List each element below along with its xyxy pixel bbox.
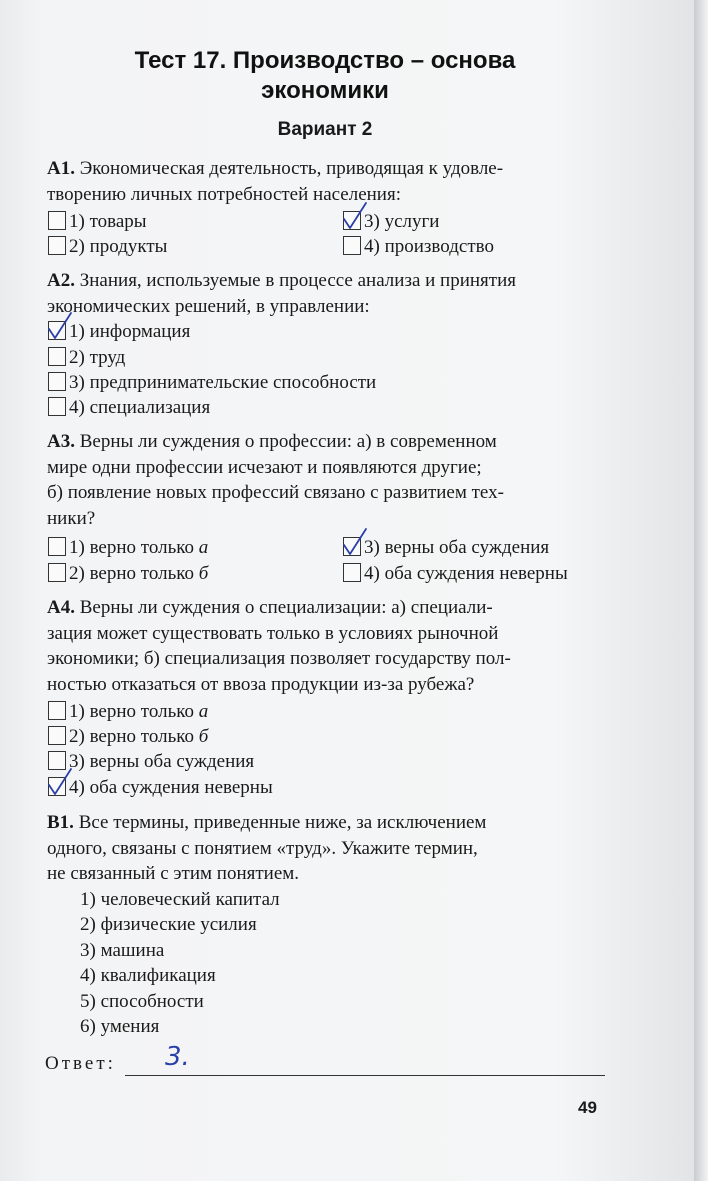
option-label: 3) услуги bbox=[364, 211, 440, 232]
term-item: 4) квалификация bbox=[80, 965, 216, 986]
checkbox[interactable] bbox=[48, 563, 66, 582]
checkbox[interactable] bbox=[48, 236, 66, 255]
page-number: 49 bbox=[578, 1098, 597, 1117]
option-label: 2) верно только bbox=[69, 563, 199, 584]
option-label: 4) производство bbox=[364, 236, 494, 257]
checkbox[interactable] bbox=[343, 211, 361, 230]
checkbox[interactable] bbox=[48, 777, 66, 796]
checkbox[interactable] bbox=[48, 701, 66, 720]
term-item: 3) машина bbox=[80, 940, 165, 961]
option-a2-3[interactable] bbox=[48, 371, 376, 395]
question-number: А1. bbox=[47, 158, 75, 179]
question-text: б) появление новых профессий связано с развитием тех- bbox=[47, 482, 504, 503]
check-mark-icon bbox=[342, 202, 368, 232]
question-a4 bbox=[47, 595, 609, 697]
option-a4-4[interactable] bbox=[48, 776, 273, 800]
question-number: А3. bbox=[47, 431, 75, 452]
term-item: 6) умения bbox=[80, 1016, 160, 1037]
question-text: одного, связаны с понятием «труд». Укажите термин, bbox=[47, 837, 478, 859]
question-text: Верны ли суждения о профессии: а) в современном bbox=[79, 431, 497, 452]
page-title bbox=[45, 46, 605, 106]
checkbox[interactable] bbox=[48, 347, 66, 366]
question-number: В1. bbox=[47, 812, 74, 833]
answer-label: Ответ: bbox=[45, 1053, 116, 1074]
term-item: 1) человеческий капитал bbox=[80, 889, 280, 910]
checkbox[interactable] bbox=[343, 537, 361, 556]
question-text: мире одни профессии исчезают и появляются другие; bbox=[47, 456, 482, 478]
option-letter: б bbox=[198, 563, 209, 584]
checkbox[interactable] bbox=[48, 321, 66, 340]
option-a2-2[interactable] bbox=[48, 346, 125, 370]
option-letter: а bbox=[198, 701, 209, 722]
question-a3 bbox=[47, 429, 609, 531]
option-label: 1) товары bbox=[69, 211, 147, 232]
option-label: 3) верны оба суждения bbox=[364, 537, 550, 558]
option-label: 4) оба суждения неверны bbox=[69, 777, 273, 798]
option-a2-1[interactable] bbox=[48, 320, 190, 344]
check-mark-icon bbox=[47, 312, 73, 342]
question-text: ностью отказаться от ввоза продукции из-за рубежа? bbox=[47, 673, 475, 695]
option-label: 2) верно только bbox=[69, 726, 199, 747]
question-text: Верны ли суждения о специализации: а) специали- bbox=[79, 597, 493, 618]
checkbox[interactable] bbox=[48, 372, 66, 391]
checkbox[interactable] bbox=[48, 537, 66, 556]
option-a3-1[interactable] bbox=[48, 536, 208, 560]
question-b1 bbox=[47, 810, 609, 887]
term-item: 5) способности bbox=[80, 991, 204, 1012]
question-text: зация может существовать только в условиях рыночной bbox=[47, 622, 499, 644]
checkbox[interactable] bbox=[48, 397, 66, 416]
option-a4-2[interactable] bbox=[48, 725, 208, 749]
option-label: 2) труд bbox=[69, 347, 126, 368]
option-a1-1[interactable] bbox=[48, 210, 147, 234]
option-label: 4) специализация bbox=[69, 397, 211, 418]
question-text: Знания, используемые в процессе анализа и принятия bbox=[79, 270, 517, 291]
title-line-2: экономики bbox=[261, 77, 389, 104]
option-a3-4[interactable] bbox=[343, 562, 568, 586]
checkbox[interactable] bbox=[48, 726, 66, 745]
question-a2 bbox=[47, 268, 609, 319]
checkbox[interactable] bbox=[343, 236, 361, 255]
option-a4-1[interactable] bbox=[48, 700, 208, 724]
variant-heading: Вариант 2 bbox=[277, 119, 373, 140]
question-number: А2. bbox=[47, 270, 75, 291]
option-label: 1) верно только bbox=[69, 701, 199, 722]
checkbox[interactable] bbox=[343, 563, 361, 582]
question-text: ники? bbox=[47, 507, 96, 529]
check-mark-icon bbox=[342, 528, 368, 558]
option-letter: б bbox=[198, 726, 209, 747]
option-label: 3) верны оба суждения bbox=[69, 751, 255, 772]
option-a3-3[interactable] bbox=[343, 536, 549, 560]
option-a2-4[interactable] bbox=[48, 396, 210, 420]
option-label: 1) верно только bbox=[69, 537, 199, 558]
option-a1-3[interactable] bbox=[343, 210, 439, 234]
title-line-1: Тест 17. Производство – основа bbox=[134, 47, 516, 74]
question-text: Экономическая деятельность, приводящая к удовле- bbox=[79, 158, 504, 179]
option-a1-4[interactable] bbox=[343, 235, 494, 259]
option-label: 4) оба суждения неверны bbox=[364, 563, 568, 584]
option-letter: а bbox=[198, 537, 209, 558]
option-label: 1) информация bbox=[69, 321, 191, 342]
page-edge bbox=[694, 0, 708, 1181]
option-a4-3[interactable] bbox=[48, 750, 254, 774]
answer-input[interactable]: 3. bbox=[165, 1042, 190, 1072]
check-mark-icon bbox=[47, 768, 73, 798]
question-text: экономики; б) специализация позволяет государству пол- bbox=[47, 648, 511, 669]
option-label: 3) предпринимательские способности bbox=[69, 372, 377, 393]
option-a3-2[interactable] bbox=[48, 562, 208, 586]
term-item: 2) физические усилия bbox=[80, 914, 257, 935]
answer-line bbox=[125, 1075, 605, 1076]
question-text: творению личных потребностей населения: bbox=[47, 183, 401, 205]
question-number: А4. bbox=[47, 597, 75, 618]
option-label: 2) продукты bbox=[69, 236, 168, 257]
question-text: Все термины, приведенные ниже, за исключением bbox=[78, 812, 487, 833]
question-text: не связанный с этим понятием. bbox=[47, 863, 300, 884]
question-text: экономических решений, в управлении: bbox=[47, 295, 370, 317]
question-a1 bbox=[47, 156, 609, 207]
checkbox[interactable] bbox=[48, 211, 66, 230]
option-a1-2[interactable] bbox=[48, 235, 167, 259]
